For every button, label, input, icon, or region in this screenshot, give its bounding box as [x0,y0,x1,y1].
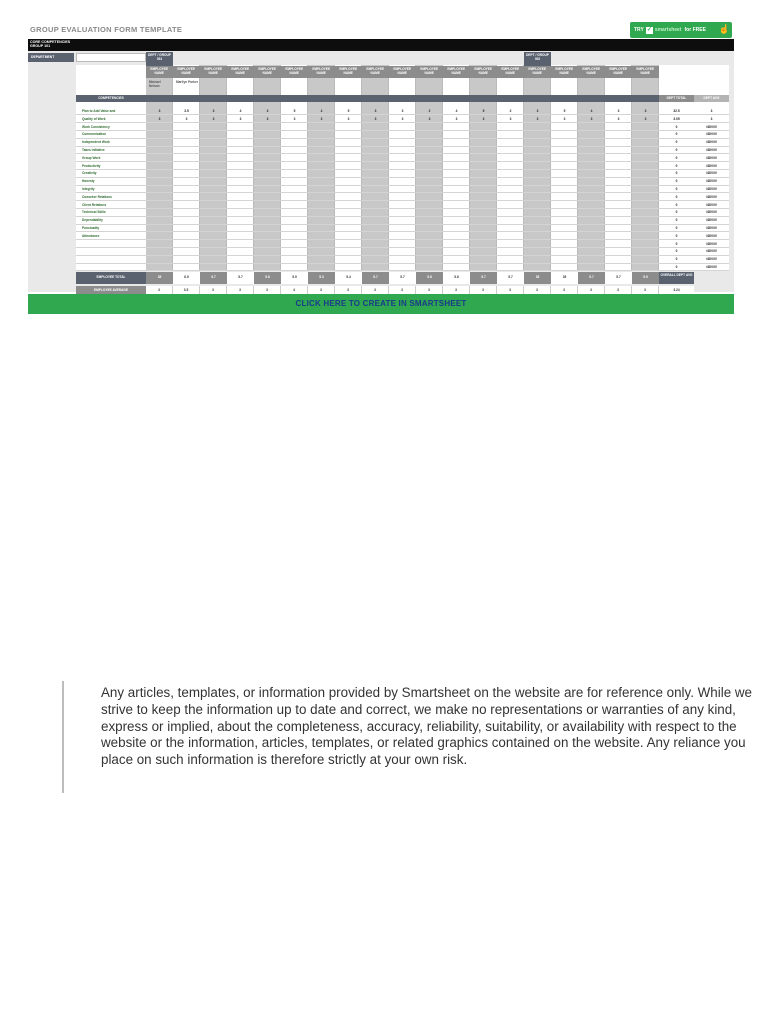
dept-total-cell: 0 [675,124,678,129]
dept-total-header: DEPT TOTAL [659,95,694,102]
score-cell[interactable]: 3 [536,109,539,113]
department-label: DEPARTMENT [28,53,74,62]
score-cell[interactable]: 3 [509,116,512,121]
header-band [497,95,524,102]
overall-dept-avg-value: 3.24 [659,286,694,297]
score-cell[interactable]: 4 [455,109,458,113]
employee-avg-label: EMPLOYEE AVERAGE [76,286,146,297]
employee-name-header: EMPLOYEE NAME [146,66,173,78]
employee-avg-cell: 3 [524,286,551,297]
dept-total-cell: 0 [675,218,678,223]
employee-avg-cell: 3 [632,286,659,297]
score-cell[interactable]: 5 [563,109,566,113]
header-band [416,95,443,102]
score-cell[interactable]: 5 [347,109,350,113]
employee-total-cell: 5.8 [254,272,281,284]
employee-avg-cell: 3 [416,286,443,297]
employee-total-cell: 5.7 [605,272,632,284]
employee-name-header: EMPLOYEE NAME [416,66,443,78]
dept-avg-cell: #DIV/0! [706,140,717,145]
score-cell[interactable]: 3 [374,116,377,121]
header-band [254,95,281,102]
competency-label: Punctuality [82,226,100,230]
disclaimer-text: Any articles, templates, or information provided by Smartsheet on the website are for reference only. While we strive to keep the information up to date and correct, we make no representations or warranties of any kind, express or implied, about the completeness, accuracy, reliability, suitability, or availability with respect to the website or the information, articles, templates, or related graphics contained on the website. Any reliance you place on such information is therefore strictly at your own risk. [101,685,752,768]
employee-name-header: EMPLOYEE NAME [362,66,389,78]
dept-group-header: DEPT / GROUP 002 [524,52,551,66]
competency-label: Honesty [82,179,95,184]
dept-avg-cell: #DIV/0! [706,265,717,269]
header-band [227,95,254,102]
dept-total-cell: 0 [675,148,678,152]
employee-total-cell: 35 [524,272,551,284]
employee-name-header: EMPLOYEE NAME [551,66,578,78]
dept-avg-header: DEPT AVG [694,95,729,102]
table-row [76,255,729,256]
employee-avg-cell: 3 [551,286,578,297]
employee-total-cell: 5.4 [335,272,362,284]
pointer-hand-icon: ☝ [718,24,730,34]
employee-name-header: EMPLOYEE NAME [605,66,632,78]
header-band [443,95,470,102]
competency-label: Plan to Add Value and [82,109,116,113]
create-in-smartsheet-button[interactable]: CLICK HERE TO CREATE IN SMARTSHEET [28,294,734,314]
table-row [76,122,729,123]
dept-avg-cell: #DIV/0! [706,194,717,199]
employee-name-header: EMPLOYEE NAME [470,66,497,78]
score-cell[interactable]: 3 [644,109,647,113]
score-cell[interactable]: 3 [374,109,377,113]
table-row [76,263,729,264]
score-cell[interactable]: 2 [428,109,431,113]
score-cell[interactable]: 5 [293,109,296,113]
employee-total-cell: 5.8 [416,272,443,284]
dept-avg-cell: #DIV/0! [706,171,717,176]
dept-total-cell: 0 [675,202,678,207]
dept-avg-cell: #DIV/0! [706,257,717,262]
dept-avg-cell: #DIV/0! [706,218,717,223]
employee-avg-cell: 3.5 [173,286,200,297]
table-row [76,231,729,232]
dept-total-cell: 0 [675,257,678,262]
try-prefix: TRY [634,27,644,33]
employee-name-header: EMPLOYEE NAME [578,66,605,78]
employee-avg-cell: 3 [389,286,416,297]
dept-total-cell: 0 [675,210,678,215]
header-band [632,95,659,102]
score-cell[interactable]: 3 [266,109,269,113]
employee-total-cell: 5.7 [470,272,497,284]
competency-label: Independent Work [82,140,110,145]
table-row [76,177,729,178]
competency-label: Attendance [82,233,100,238]
score-cell[interactable]: 3 [212,109,215,113]
employee-total-cell: 35 [551,272,578,284]
employee-avg-cell: 3 [308,286,335,297]
employee-avg-cell: 3 [254,286,281,297]
try-smartsheet-button[interactable] [630,22,732,38]
employee-avg-cell: 3 [335,286,362,297]
header-band [281,95,308,102]
score-cell[interactable]: 3 [644,116,647,121]
table-row [76,239,729,240]
employee-name-header: EMPLOYEE NAME [254,66,281,78]
score-cell[interactable]: 4 [239,109,242,113]
employee-name-header: EMPLOYEE NAME [200,66,227,78]
employee-name-header: EMPLOYEE NAME [281,66,308,78]
table-row [76,138,729,139]
employee-avg-cell: 3 [443,286,470,297]
score-cell[interactable]: 3 [347,116,350,121]
employee-name-header: EMPLOYEE NAME [227,66,254,78]
try-suffix: for FREE [684,27,706,33]
dept-avg-cell: #DIV/0! [706,241,717,246]
dept-total-cell: 0 [675,179,678,184]
table-row [76,169,729,170]
table-row [76,146,729,147]
score-cell[interactable]: 3 [185,116,188,121]
score-cell[interactable]: 3 [158,109,161,113]
score-cell[interactable]: 3 [590,116,593,121]
header-band [578,95,605,102]
table-row [76,247,729,248]
table-row [76,161,729,162]
score-cell[interactable]: 4 [320,109,323,113]
dept-avg-cell: #DIV/0! [706,187,717,191]
competency-label: Client Relations [82,202,107,207]
employee-name-header: EMPLOYEE NAME [443,66,470,78]
competency-label: Group Work [82,155,101,160]
dept-avg-cell: #DIV/0! [706,124,717,129]
dept-avg-cell: #DIV/0! [706,249,717,254]
dept-total-cell: 0 [675,265,678,269]
header-band [308,95,335,102]
employee-avg-cell: 4 [281,286,308,297]
score-cell[interactable]: 3 [536,116,539,121]
employee-name-header: EMPLOYEE NAME [308,66,335,78]
competency-label: Dependability [82,218,103,223]
competency-label: Integrity [82,187,95,191]
dept-total-cell: 3.05 [673,116,680,121]
core-competencies-label: CORE COMPETENCIES GROUP 101 [30,40,71,48]
header-band [470,95,497,102]
header-band [173,95,200,102]
score-cell[interactable]: 3.5 [184,109,189,113]
competency-label: Creativity [82,171,97,176]
header-band [362,95,389,102]
table-row [76,130,729,131]
table-row [76,153,729,154]
table-row [76,224,729,225]
dept-total-cell: 0 [675,163,678,168]
competency-label: Technical Skills [82,210,106,215]
employee-name-header: EMPLOYEE NAME [173,66,200,78]
employee-total-cell: 5.9 [632,272,659,284]
employee-total-cell: 5.7 [578,272,605,284]
page-title: GROUP EVALUATION FORM TEMPLATE [30,25,183,34]
score-cell[interactable]: 3 [617,109,620,113]
employee-total-cell: 35 [146,272,173,284]
dept-group-header: DEPT / GROUP 001 [146,52,173,66]
table-row [76,114,729,115]
score-cell[interactable]: 3 [158,116,161,121]
competency-label: Work Consistency [82,124,110,129]
score-cell[interactable]: 3 [320,116,323,121]
score-cell[interactable]: 3 [401,109,404,113]
score-cell[interactable]: 3 [401,116,404,121]
sheet-header-bar [28,39,734,51]
employee-avg-cell: 3 [605,286,632,297]
competency-label: Takes Initiative [82,148,105,152]
employee-name-header: EMPLOYEE NAME [497,66,524,78]
dept-avg-cell: #DIV/0! [706,148,717,152]
dept-total-cell: 0 [675,187,678,191]
employee-name[interactable]: Michael Nelson [149,80,161,88]
dept-total-cell: 0 [675,140,678,145]
score-grid [76,52,734,292]
score-cell[interactable]: 2 [509,109,512,113]
score-cell[interactable]: 3 [239,116,242,121]
dept-avg-cell: #DIV/0! [706,155,717,160]
employee-total-cell: 5.7 [389,272,416,284]
disclaimer-block [62,681,762,793]
competency-label: Communication [82,132,107,137]
overall-dept-avg-label: OVERALL DEPT AVG [659,272,694,284]
smartsheet-logo-icon: ✓ [646,26,652,33]
header-band [524,95,551,102]
employee-total-cell: 6.5 [173,272,200,284]
employee-total-cell: 5.8 [443,272,470,284]
employee-total-cell: 5.3 [308,272,335,284]
dept-avg-cell: 3 [710,109,713,113]
header-band [146,95,173,102]
table-row [76,208,729,209]
score-cell[interactable]: 3 [266,116,269,121]
score-cell[interactable]: 3 [428,116,431,121]
employee-name-header: EMPLOYEE NAME [389,66,416,78]
employee-avg-cell: 3 [200,286,227,297]
employee-total-label: EMPLOYEE TOTAL [76,272,146,284]
header-band [389,95,416,102]
score-cell[interactable]: 4 [590,109,593,113]
dept-total-cell: 0 [675,226,678,230]
dept-avg-cell: #DIV/0! [706,202,717,207]
score-cell[interactable]: 3 [563,116,566,121]
table-row [76,216,729,217]
dept-total-cell: 0 [675,171,678,176]
score-cell[interactable]: 3 [212,116,215,121]
score-cell[interactable]: 3 [617,116,620,121]
dept-total-cell: 0 [675,241,678,246]
employee-name-header: EMPLOYEE NAME [524,66,551,78]
competency-label: Productivity [82,163,101,168]
header-band [551,95,578,102]
employee-total-cell: 5.7 [227,272,254,284]
competency-label: Quality of Work [82,116,106,121]
employee-avg-cell: 3 [497,286,524,297]
dept-avg-cell: #DIV/0! [706,226,717,230]
table-row [76,200,729,201]
table-row [76,185,729,186]
table-row [76,192,729,193]
employee-name-header: EMPLOYEE NAME [335,66,362,78]
header-band [605,95,632,102]
employee-avg-cell: 3 [146,286,173,297]
try-brand: smartsheet [654,27,682,33]
employee-total-cell: 5.9 [281,272,308,284]
dept-total-cell: 0 [675,132,678,137]
employee-avg-cell: 3 [578,286,605,297]
employee-total-cell: 5.7 [497,272,524,284]
dept-total-cell: 0 [675,194,678,199]
score-cell[interactable]: 3 [293,116,296,121]
dept-avg-cell: #DIV/0! [706,210,717,215]
dept-avg-cell: #DIV/0! [706,132,717,137]
dept-total-cell: 32.5 [673,109,680,113]
employee-name-header: EMPLOYEE NAME [632,66,659,78]
employee-total-cell: 5.7 [362,272,389,284]
evaluation-spreadsheet [28,39,734,292]
dept-avg-cell: #DIV/0! [706,163,717,168]
table-row [76,270,729,271]
competencies-header: COMPETENCIES [76,95,146,102]
header-band [335,95,362,102]
employee-name[interactable]: Marilyn Parker [176,80,198,84]
header-band [200,95,227,102]
score-cell[interactable]: 5 [482,109,485,113]
dept-total-cell: 0 [675,249,678,254]
dept-avg-cell: #DIV/0! [706,179,717,184]
employee-avg-cell: 3 [227,286,254,297]
employee-total-cell: 5.7 [200,272,227,284]
dept-avg-cell: 3 [710,116,713,121]
employee-avg-cell: 3 [362,286,389,297]
dept-avg-cell: #DIV/0! [706,233,717,238]
score-cell[interactable]: 3 [455,116,458,121]
competency-label: Coworker Relations [82,194,112,199]
score-cell[interactable]: 3 [482,116,485,121]
dept-total-cell: 0 [675,155,678,160]
dept-total-cell: 0 [675,233,678,238]
employee-avg-cell: 3 [470,286,497,297]
